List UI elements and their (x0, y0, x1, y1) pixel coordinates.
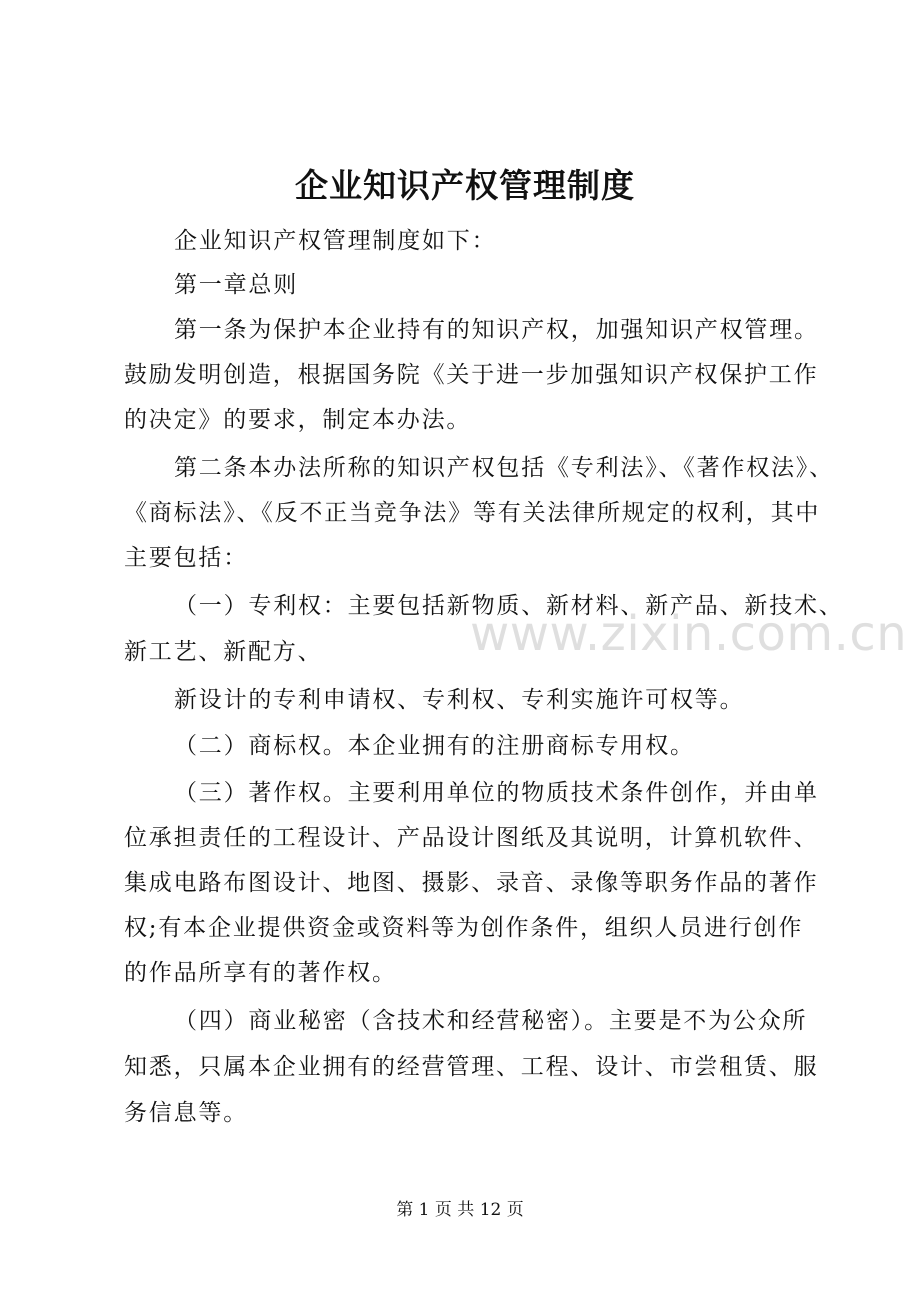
body-line: 第一条为保护本企业持有的知识产权，加强知识产权管理。 (174, 317, 819, 343)
body-line: 务信息等。 (124, 1100, 248, 1126)
body-line: 新工艺、新配方、 (124, 639, 323, 665)
body-line: 第一章总则 (174, 272, 298, 298)
body-line: 集成电路布图设计、地图、摄影、录音、录像等职务作品的著作 (124, 870, 819, 896)
body-line: 的决定》的要求，制定本办法。 (124, 407, 472, 433)
body-line: 新设计的专利申请权、专利权、专利实施许可权等。 (174, 687, 745, 713)
body-line: 企业知识产权管理制度如下： (174, 228, 497, 254)
body-line: 的作品所享有的著作权。 (124, 960, 397, 986)
body-line: （二）商标权。本企业拥有的注册商标专用权。 (174, 733, 695, 759)
body-line: 鼓励发明创造，根据国务院《关于进一步加强知识产权保护工作 (124, 362, 819, 388)
body-line: （三）著作权。主要利用单位的物质技术条件创作，并由单 (174, 780, 819, 806)
watermark: www.zixin.com.cn (470, 606, 908, 662)
body-line: 知悉，只属本企业拥有的经营管理、工程、设计、市尝租赁、服 (124, 1054, 819, 1080)
body-line: 位承担责任的工程设计、产品设计图纸及其说明，计算机软件、 (124, 825, 819, 851)
body-line: 权;有本企业提供资金或资料等为创作条件，组织人员进行创作 (124, 915, 804, 941)
body-line: 第二条本办法所称的知识产权包括《专利法》、《著作权法》、 (174, 455, 834, 481)
page-footer: 第 1 页 共 12 页 (396, 1200, 524, 1220)
body-line: （四）商业秘密（含技术和经营秘密）。主要是不为公众所 (174, 1008, 808, 1034)
body-line: 主要包括： (124, 545, 248, 571)
body-line: （一）专利权：主要包括新物质、新材料、新产品、新技术、 (174, 593, 844, 619)
body-line: 《商标法》、《反不正当竞争法》等有关法律所规定的权利，其中 (124, 500, 821, 526)
page-title: 企业知识产权管理制度 (295, 166, 635, 205)
